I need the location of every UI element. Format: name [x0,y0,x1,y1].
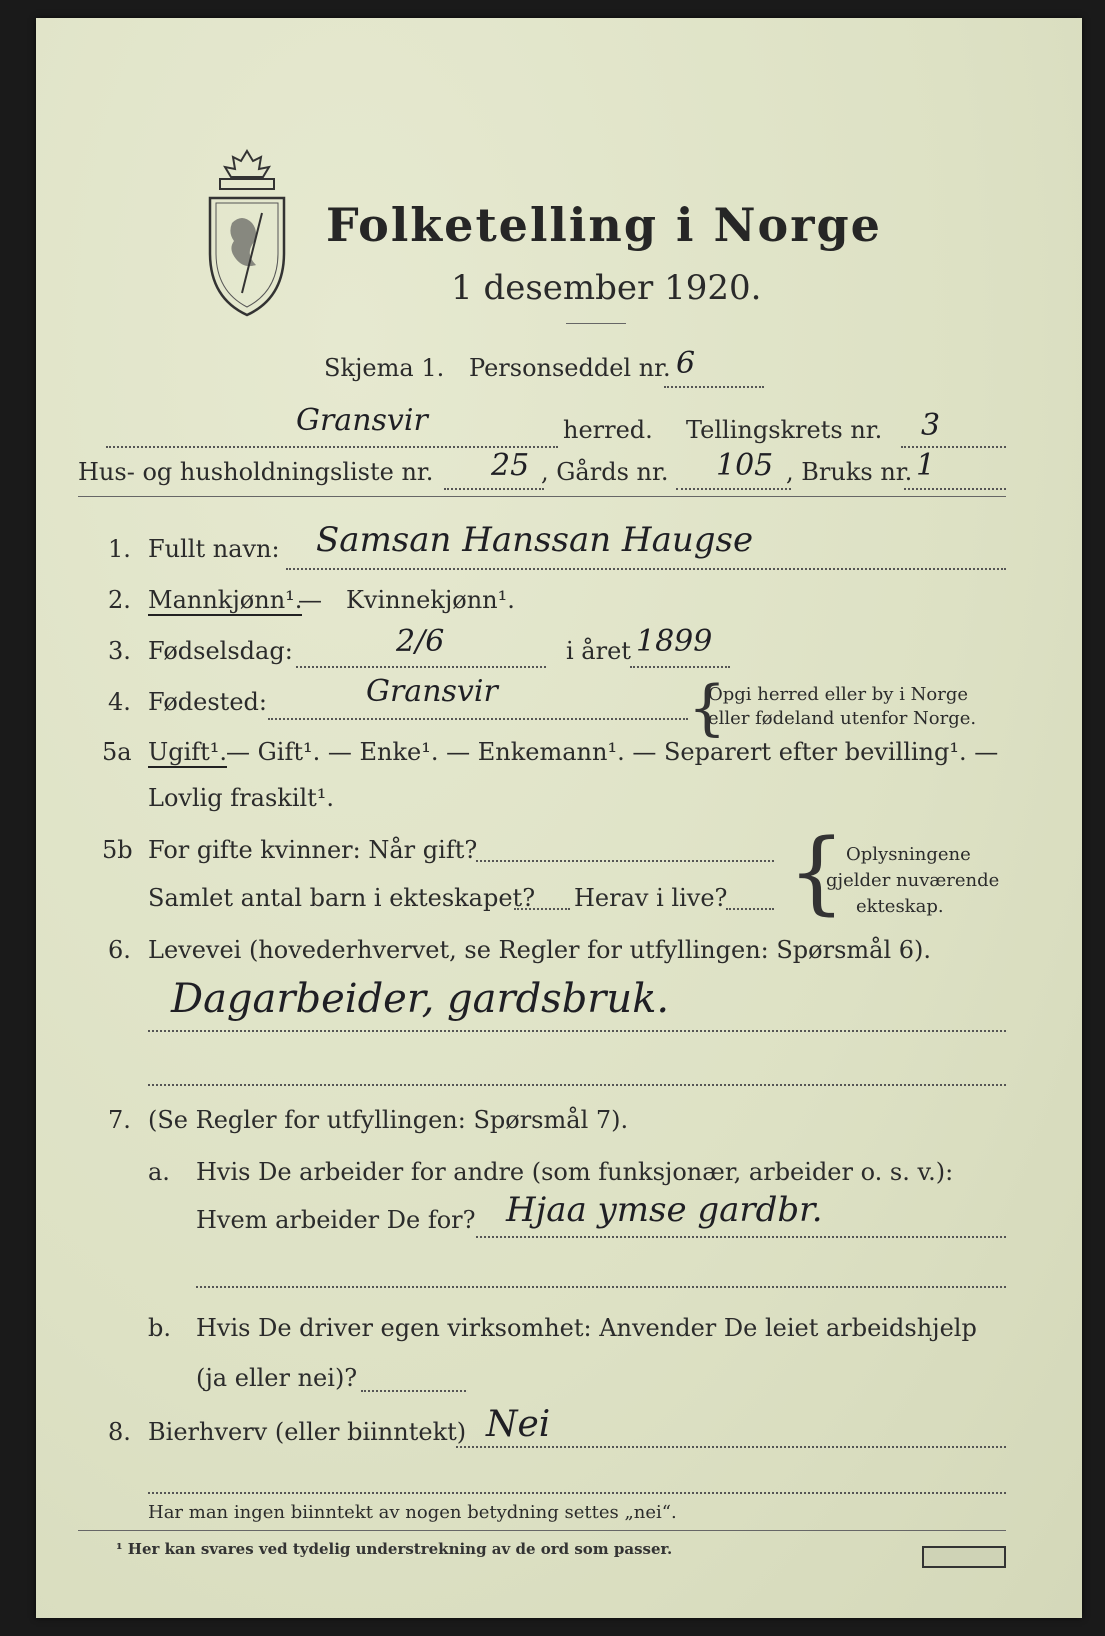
q3-year-label: i året [566,637,631,665]
tellingskrets-value[interactable]: 3 [921,408,941,443]
q5b-married-line [476,860,774,862]
q7a-number: a. [148,1158,170,1186]
q5b-married-when: For gifte kvinner: Når gift? [148,836,478,864]
q5b-brace: { [788,820,846,925]
title-rule [566,323,626,324]
gender-separator: — [298,586,322,614]
personseddel-line [664,386,764,388]
q1-number: 1. [108,535,131,563]
q5b-alive-line [726,908,774,910]
q3-line [296,666,546,668]
side-income-value[interactable]: Nei [486,1404,551,1445]
q6-label: Levevei (hovederhvervet, se Regler for utfyllingen: Spørsmål 6). [148,936,932,964]
occupation-value[interactable]: Dagarbeider, gardsbruk. [171,976,670,1022]
bruks-value[interactable]: 1 [916,448,936,483]
gards-line [676,488,791,490]
q4-number: 4. [108,688,131,716]
marital-ugift[interactable]: Ugift¹. [148,738,228,766]
q5b-children: Samlet antal barn i ekteskapet? [148,884,536,912]
q7b-label-1: Hvis De driver egen virksomhet: Anvender De leiet arbeidshjelp [196,1314,977,1342]
schema-label: Skjema 1. [324,354,445,382]
bruks-line [904,488,1006,490]
marital-options[interactable]: — Gift¹. — Enke¹. — Enkemann¹. — Separert efter bevilling¹. — [226,738,999,766]
header-rule [78,496,1006,497]
form-title: Folketelling i Norge [326,198,882,252]
q8-label: Bierhverv (eller biinntekt) [148,1418,467,1446]
herred-value[interactable]: Gransvir [296,403,428,438]
hus-line [444,488,544,490]
birthplace-value[interactable]: Gransvir [366,674,498,709]
q6-line-1 [148,1030,1006,1032]
birthdate-value[interactable]: 2/6 [396,624,445,659]
gender-female[interactable]: Kvinnekjønn¹. [346,586,515,614]
birth-year-value[interactable]: 1899 [636,624,713,659]
q5b-note-2: gjelder nuværende [826,870,1000,891]
q7b-number: b. [148,1314,171,1342]
marital-fraskilt[interactable]: Lovlig fraskilt¹. [148,784,335,812]
q7-label: (Se Regler for utfyllingen: Spørsmål 7). [148,1106,629,1134]
gender-male[interactable]: Mannkjønn¹. [148,586,303,614]
q8-line-2 [148,1492,1006,1494]
q7b-line [361,1390,466,1392]
q5b-children-line [514,908,570,910]
q7a-label-1: Hvis De arbeider for andre (som funksjonær, arbeider o. s. v.): [196,1158,954,1186]
q3-label: Fødselsdag: [148,637,293,665]
q7a-line-2 [196,1286,1006,1288]
coat-of-arms-icon [202,143,292,323]
q7a-label-2: Hvem arbeider De for? [196,1206,476,1234]
q5b-number: 5b [102,836,133,864]
q6-number: 6. [108,936,131,964]
q7a-line-1 [476,1236,1006,1238]
full-name-value[interactable]: Samsan Hanssan Haugse [316,520,754,560]
employer-value[interactable]: Hjaa ymse gardbr. [506,1190,823,1230]
printer-stamp-icon [922,1546,1006,1568]
q1-label: Fullt navn: [148,535,280,563]
q3-number: 3. [108,637,131,665]
census-date: 1 desember 1920. [451,268,762,308]
q6-line-2 [148,1084,1006,1086]
gards-label: , Gårds nr. [541,458,669,486]
personseddel-label: Personseddel nr. [469,354,671,382]
q7-number: 7. [108,1106,131,1134]
q4-brace: { [688,673,727,743]
q5b-note-3: ekteskap. [856,896,944,917]
hus-label: Hus- og husholdningsliste nr. [78,458,434,486]
q5b-alive: Herav i live? [574,884,728,912]
hus-value[interactable]: 25 [491,448,530,483]
q8-line-1 [456,1446,1006,1448]
q4-label: Fødested: [148,688,267,716]
q3-year-line [630,666,730,668]
bruks-label: , Bruks nr. [786,458,913,486]
q7b-label-2: (ja eller nei)? [196,1364,358,1392]
note-text: Har man ingen biinntekt av nogen betydning settes „nei“. [148,1502,677,1523]
q5b-note-1: Oplysningene [846,844,971,865]
tellingskrets-label: Tellingskrets nr. [686,416,883,444]
q1-line [286,568,1006,570]
gards-value[interactable]: 105 [716,448,774,483]
footnote-text: ¹ Her kan svares ved tydelig understrekning av de ord som passer. [116,1540,673,1558]
footnote-rule [78,1530,1006,1531]
q5a-number: 5a [102,738,132,766]
q8-number: 8. [108,1418,131,1446]
q2-number: 2. [108,586,131,614]
census-form [36,18,1082,1618]
q4-note-2: eller fødeland utenfor Norge. [708,708,977,729]
q4-note-1: Opgi herred eller by i Norge [708,684,969,705]
personseddel-value[interactable]: 6 [676,346,696,381]
q4-line [268,718,688,720]
herred-label: herred. [563,416,653,444]
